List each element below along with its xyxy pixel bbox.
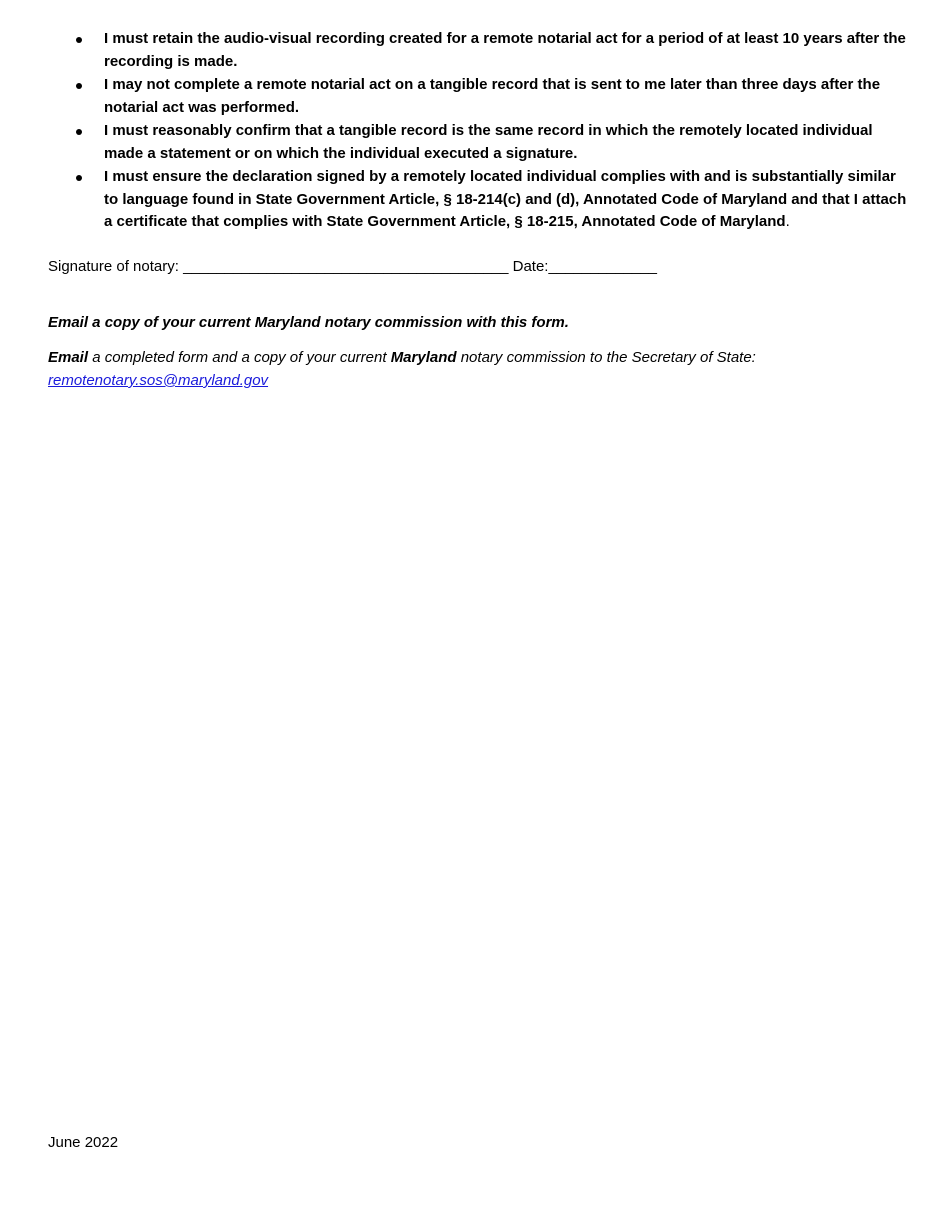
date-field[interactable]: _____________ — [548, 258, 657, 275]
list-item-text: I must retain the audio-visual recording created for a remote notarial act for a period of at least 10 years after the recording is made. — [104, 30, 906, 70]
email-lead: Email — [48, 349, 89, 366]
bullet-dot-icon — [76, 37, 82, 43]
list-item-period: . — [785, 213, 790, 230]
email-text-part1: a completed form and a copy of your current — [88, 349, 391, 366]
list-item-text: I may not complete a remote notarial act on a tangible record that is sent to me later than three days after the notarial act was performed. — [104, 76, 881, 116]
date-label: Date: — [508, 258, 549, 275]
list-item-text: I must reasonably confirm that a tangible record is the same record in which the remotely located individual made a statement or on which the individual executed a signature. — [104, 122, 873, 162]
commission-note: Email a copy of your current Maryland notary commission with this form. — [48, 314, 569, 331]
signature-label: Signature of notary: — [48, 258, 184, 275]
email-text-part2: notary commission to the Secretary of State: — [456, 349, 756, 366]
bullet-dot-icon — [76, 175, 82, 181]
list-item — [48, 28, 914, 73]
email-link[interactable]: remotenotary.sos@maryland.gov — [48, 372, 269, 389]
email-instructions — [48, 346, 908, 392]
list-item — [48, 166, 914, 234]
signature-row — [48, 256, 657, 278]
list-item — [48, 120, 914, 165]
bullet-dot-icon — [76, 83, 82, 89]
footer-date: June 2022 — [48, 1134, 119, 1151]
bullet-dot-icon — [76, 129, 82, 135]
email-state: Maryland — [390, 349, 457, 366]
list-item-text: I must ensure the declaration signed by a remotely located individual complies with and is substantially similar to language found in State Government Article, § 18-214(c) and (d), Annotated Code of Maryland and that I attach a certificate that complies with State Government Article, § 18-215, Annotated Code of Maryland — [104, 168, 907, 230]
requirements-list — [48, 28, 914, 235]
list-item — [48, 74, 914, 119]
signature-field[interactable]: _______________________________________ — [183, 258, 509, 275]
